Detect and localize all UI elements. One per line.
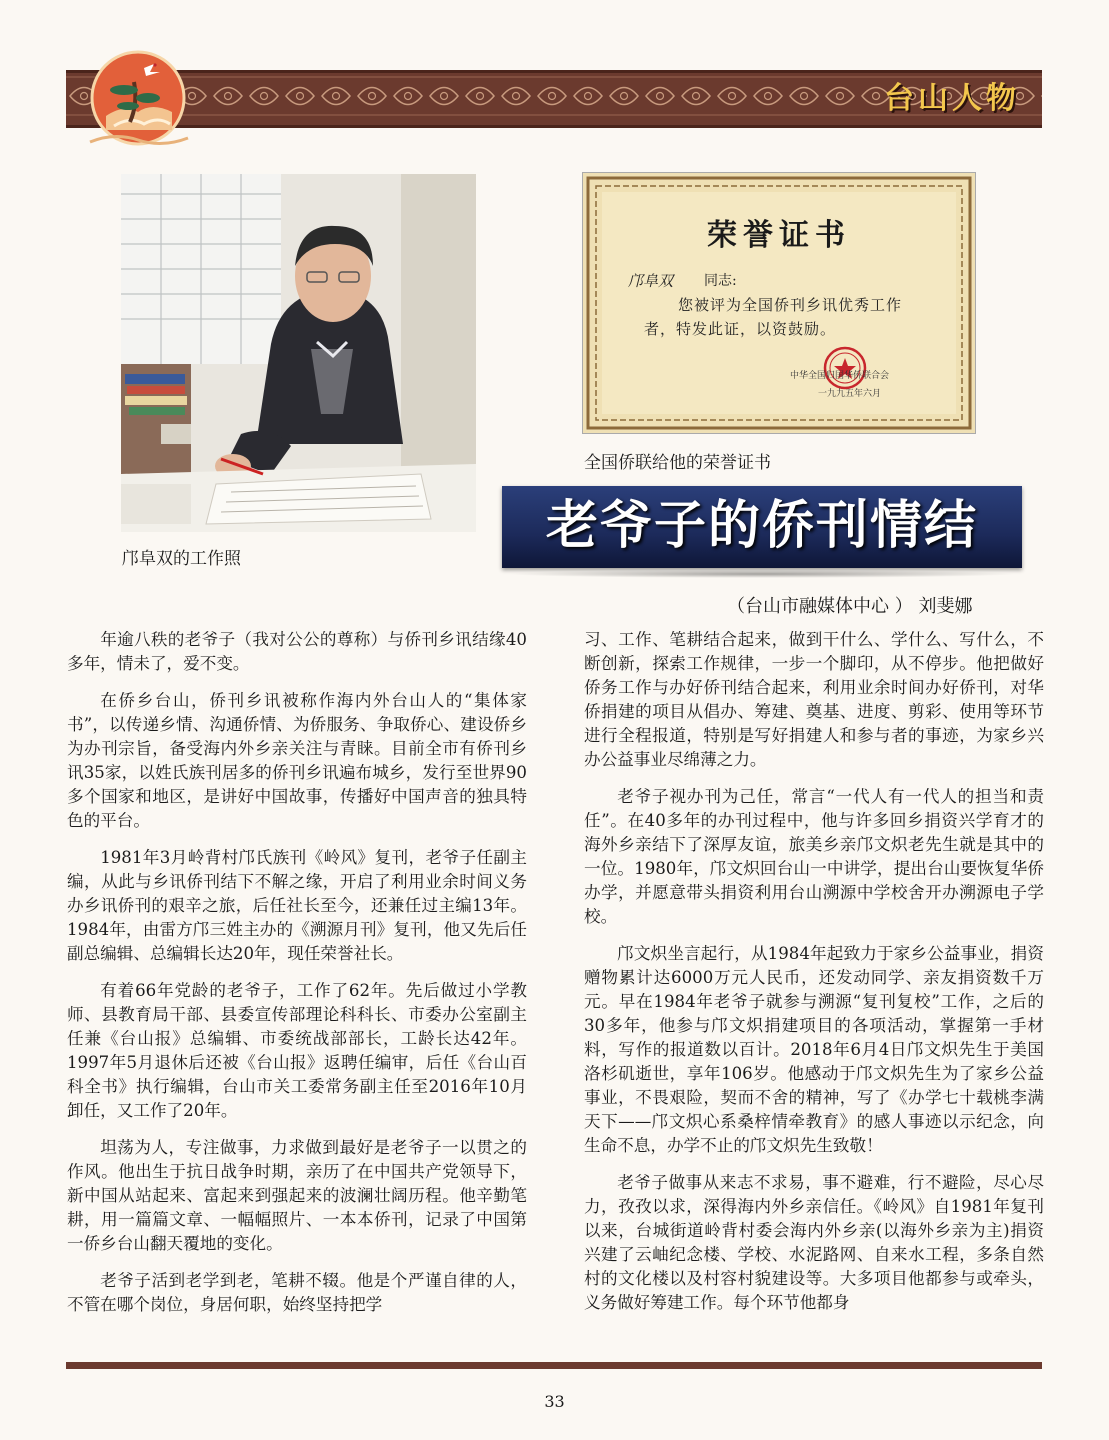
work-photo-caption: 邝阜双的工作照 (122, 549, 241, 569)
certificate-caption: 全国侨联给他的荣誉证书 (584, 453, 771, 473)
crane-pine-emblem-icon (84, 46, 192, 154)
article-byline: （台山市融媒体中心 ） 刘斐娜 (727, 596, 973, 617)
paragraph: 在侨乡台山，侨刊乡讯被称作海内外台山人的“集体家书”，以传递乡情、沟通侨情、为侨服务、争取侨心、建设侨乡为办刊宗旨，备受海内外乡亲关注与青睐。目前全市有侨刊乡讯35家，以姓氏族刊居多的侨刊乡讯遍布城乡，发行至世界90多个国家和地区，是讲好中国故事，传播好中国声音的独具特色的平台。 (67, 691, 527, 830)
paragraph: 老爷子视办刊为己任，常言“一代人有一代人的担当和责任”。在40多年的办刊过程中，他与许多回乡捐资兴学育才的海外乡亲结下了深厚友谊，旅美乡亲邝文炽老先生就是其中的一位。1980年，邝文炽回台山一中讲学，提出台山要恢复华侨办学，并愿意带头捐资利用台山溯源中学校舍开办溯源电子学校。 (584, 787, 1044, 926)
paragraph: 老爷子做事从来志不求易，事不避难，行不避险，尽心尽力，孜孜以求，深得海内外乡亲信任。《岭风》自1981年复刊以来，台城街道岭背村委会海内外乡亲(以海外乡亲为主)捐资兴建了云岫纪念楼、学校、水泥路网、自来水工程，多条自然村的文化楼以及村容村貌建设等。大多项目他都参与或牵头，义务做好筹建工作。每个环节他都身 (584, 1173, 1044, 1312)
article-left-column (67, 628, 527, 1330)
paragraph: 有着66年党龄的老爷子，工作了62年。先后做过小学教师、县教育局干部、县委宣传部理论科科长、市委办公室副主任兼《台山报》总编辑、市委统战部部长，工龄长达42年。1997年5月退休后还被《台山报》返聘任编审，后任《台山百科全书》执行编辑，台山市关工委常务副主任至2016年10月卸任，又工作了20年。 (67, 981, 527, 1120)
footer-rule (66, 1362, 1042, 1369)
certificate-body-line1: 您被评为全国侨刊乡讯优秀工作 (678, 296, 903, 314)
paragraph: 邝文炽坐言起行，从1984年起致力于家乡公益事业，捐资赠物累计达6000万元人民币，还发动同学、亲友捐资数千万元。早在1984年老爷子就参与溯源“复刊复校”工作，之后的30多年，他参与邝文炽捐建项目的各项活动，掌握第一手材料，写作的报道数以百计。2018年6月4日邝文炽先生于美国洛杉矶逝世，享年106岁。他感动于邝文炽先生为了家乡公益事业，不畏艰险，契而不舍的精神，写了《办学七十载桃李满天下——邝文炽心系桑梓情牵教育》的感人事迹以示纪念，向生命不息，办学不止的邝文炽先生致敬！ (584, 944, 1044, 1155)
certificate-date: 一九九五年六月 (818, 389, 882, 399)
paragraph: 年逾八秩的老爷子（我对公公的尊称）与侨刊乡讯结缘40多年，情未了，爱不变。 (67, 630, 527, 673)
paragraph: 老爷子活到老学到老，笔耕不辍。他是个严谨自律的人，不管在哪个岗位，身居何职，始终坚持把学 (67, 1271, 527, 1314)
certificate-recipient: 邝阜双 (628, 272, 674, 290)
paragraph: 坦荡为人，专注做事，力求做到最好是老爷子一以贯之的作风。他出生于抗日战争时期，亲历了在中国共产党领导下，新中国从站起来、富起来到强起来的波澜壮阔历程。他辛勤笔耕，用一篇篇文章、一幅幅照片、一本本侨刊，记录了中国第一侨乡台山翻天覆地的变化。 (67, 1138, 527, 1253)
article-right-column (584, 628, 1044, 1328)
work-photo-illustration (121, 174, 476, 532)
paragraph: 习、工作、笔耕结合起来，做到干什么、学什么、写什么，不断创新，探索工作规律，一步一个脚印，从不停步。他把做好侨务工作与办好侨刊结合起来，利用业余时间办好侨刊，对华侨捐建的项目从倡办、筹建、奠基、进度、剪彩、使用等环节进行全程报道，特别是写好捐建人和参与者的事迹，为家乡兴办公益事业尽绵薄之力。 (584, 630, 1044, 769)
work-photo (121, 174, 476, 532)
article-title-box (502, 486, 1022, 568)
certificate-body-line2: 者，特发此证，以资鼓励。 (644, 320, 837, 338)
certificate-issuer: 中华全国归国华侨联合会 (790, 371, 890, 381)
certificate-heading: 荣誉证书 (707, 218, 851, 253)
header-banner (66, 70, 1042, 128)
title-shadow (506, 570, 1018, 578)
certificate-greeting: 同志: (704, 273, 737, 289)
page-number: 33 (544, 1392, 565, 1411)
honor-certificate (582, 172, 976, 434)
section-title: 台山人物 (884, 81, 1020, 116)
article-title: 老爷子的侨刊情结 (545, 496, 978, 556)
paragraph: 1981年3月岭背村邝氏族刊《岭风》复刊，老爷子任副主编，从此与乡讯侨刊结下不解之缘，开启了利用业余时间义务办乡讯侨刊的艰辛之旅，后任社长至今，还兼任过主编13年。1984年，由雷方邝三姓主办的《溯源月刊》复刊，他又先后任副总编辑、总编辑长达20年，现任荣誉社长。 (67, 848, 527, 963)
